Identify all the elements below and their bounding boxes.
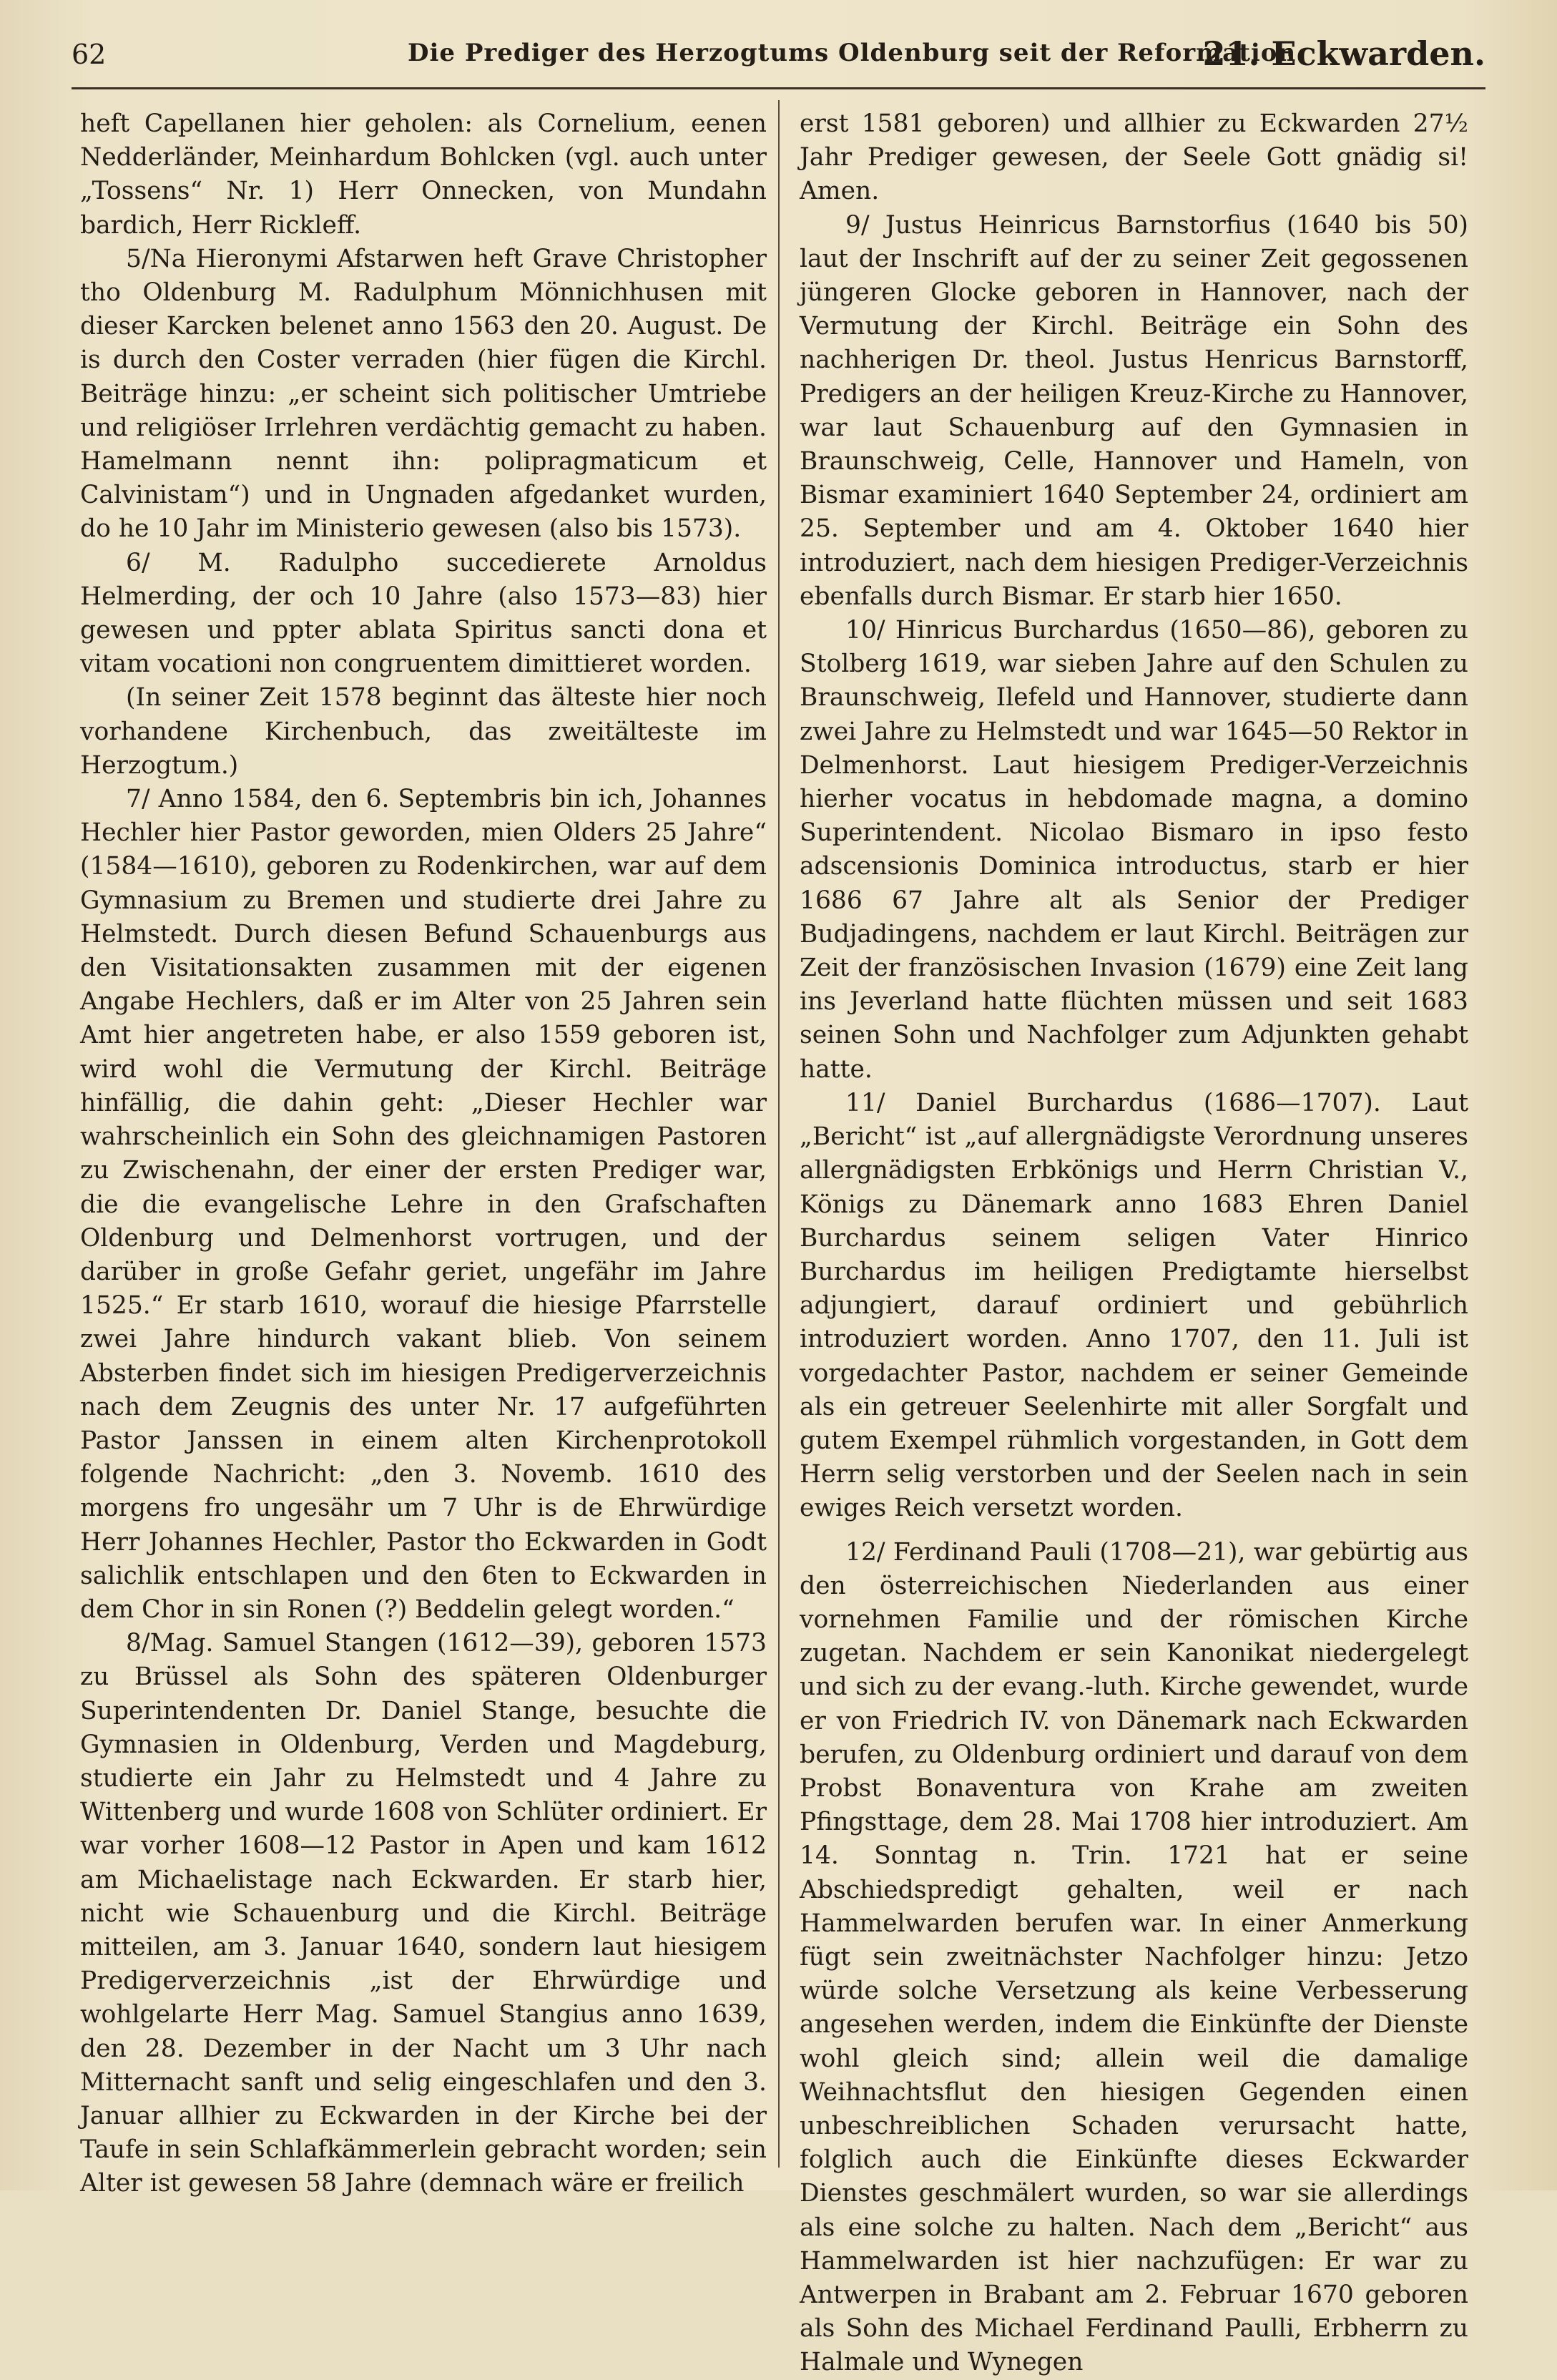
- paragraph: erst 1581 geboren) und allhier zu Eckwarden 27½ Jahr Prediger gewesen, der Seele Gott gnädig si! Amen.: [800, 109, 1468, 206]
- paragraph: 8/Mag. Samuel Stangen (1612—39), geboren 1573 zu Brüssel als Sohn des späteren Oldenburger Superintendenten Dr. Daniel Stange, besuchte die Gymnasien in Oldenburg, Verden und Magdeburg, studierte ein Jahr zu Helmstedt und 4 Jahre zu Wittenberg und wurde 1608 von Schlüter ordiniert. Er war vorher 1608—12 Pastor in Apen und kam 1612 am Michaelistage nach Eckwarden. Er starb hier, nicht wie Schauenburg und die Kirchl. Beiträge mitteilen, am 3. Januar 1640, sondern laut hiesigem Predigerverzeichnis „ist der Ehrwürdige und wohlgelarte Herr Mag. Samuel Stangius anno 1639, den 28. Dezember in der Nacht um 3 Uhr nach Mitternacht sanft und selig eingeschlafen und den 3. Januar allhier zu Eckwarden in der Kirche bei der Taufe in sein Schlafkämmerlein gebracht worden; sein Alter ist gewesen 58 Jahre (demnach wäre er freilich: [80, 1629, 767, 2198]
- paragraph: 11/ Daniel Burchardus (1686—1707). Laut „Bericht“ ist „auf allergnädigste Verordnung unseres allergnädigsten Erbkönigs und Herrn Christian V., Königs zu Dänemark anno 1683 Ehren Daniel Burchardus seinem seligen Vater Hinrico Burchardus im heiligen Predigtamte hierselbst adjungiert, darauf ordiniert und gebührlich introduziert worden. Anno 1707, den 11. Juli ist vorgedachter Pastor, nachdem er seiner Gemeinde als ein getreuer Seelenhirte mit aller Sorgfalt und gutem Exempel rühmlich vorgestanden, in Gott dem Herrn selig verstorben und der Seelen nach in sein ewiges Reich versetzt worden.: [800, 1088, 1468, 1523]
- section-title: 21. Eckwarden.: [1202, 34, 1485, 73]
- page-number: 62: [72, 39, 107, 70]
- paragraph: 12/ Ferdinand Pauli (1708—21), war gebürtig aus den österreichischen Niederlanden aus einer vornehmen Familie und der römischen Kirche zugetan. Nachdem er sein Kanonikat niedergelegt und sich zu der evang.-luth. Kirche gewendet, wurde er von Friedrich IV. von Dänemark nach Eckwarden berufen, zu Oldenburg ordiniert und darauf von dem Probst Bonaventura von Krahe am zweiten Pfingsttage, dem 28. Mai 1708 hier introduziert. Am 14. Sonntag n. Trin. 1721 hat er seine Abschiedspredigt gehalten, weil er nach Hammelwarden berufen war. In einer Anmerkung fügt sein zweitnächster Nachfolger hinzu: Jetzo würde solche Versetzung als keine Verbesserung angesehen werden, indem die Einkünfte der Dienste wohl gleich sind; allein weil die damalige Weihnachtsflut den hiesigen Gegenden einen unbeschreiblichen Schaden verursacht hatte, folglich auch die Einkünfte dieses Eckwarder Dienstes geschmälert wurden, so war sie allerdings als eine solche zu halten. Nach dem „Bericht“ aus Hammelwarden ist hier nachzufügen: Er war zu Antwerpen in Brabant am 2. Februar 1670 geboren als Sohn des Michael Ferdinand Paulli, Erbherrn zu Halmale und Wynegen: [800, 1537, 1468, 2377]
- page-header: [72, 34, 1485, 77]
- right-column: [800, 107, 1468, 2380]
- header-rule: [72, 87, 1485, 89]
- paragraph: heft Capellanen hier geholen: als Cornelium, eenen Nedderländer, Meinhardum Bohlcken (vgl. auch unter „Tossens“ Nr. 1) Herr Onnecken, von Mundahn bardich, Herr Rickleff.: [80, 109, 767, 240]
- paragraph: 9/ Justus Heinricus Barnstorfius (1640 bis 50) laut der Inschrift auf der zu seiner Zeit gegossenen jüngeren Glocke geboren in Hannover, nach der Vermutung der Kirchl. Beiträge ein Sohn des nachherigen Dr. theol. Justus Henricus Barnstorff, Predigers an der heiligen Kreuz-Kirche zu Hannover, war laut Schauenburg auf den Gymnasien in Braunschweig, Celle, Hannover und Hameln, von Bismar examiniert 1640 September 24, ordiniert am 25. September und am 4. Oktober 1640 hier introduziert, nach dem hiesigen Prediger-Verzeichnis ebenfalls durch Bismar. Er starb hier 1650.: [800, 210, 1468, 611]
- paragraph: 5/Na Hieronymi Afstarwen heft Grave Christopher tho Oldenburg M. Radulphum Mönnichhusen mit dieser Karcken belenet anno 1563 den 20. August. De is durch den Coster verraden (hier fügen die Kirchl. Beiträge hinzu: „er scheint sich politischer Umtriebe und religiöser Irrlehren verdächtig gemacht zu haben. Hamelmann nennt ihn: polipragmaticum et Calvinistam“) und in Ungnaden afgedanket wurden, do he 10 Jahr im Ministerio gewesen (also bis 1573).: [80, 244, 767, 544]
- paragraph: 6/ M. Radulpho succedierete Arnoldus Helmerding, der och 10 Jahre (also 1573—83) hier gewesen und ppter ablata Spiritus sancti dona et vitam vocationi non congruentem dimittieret worden.: [80, 548, 767, 679]
- left-column: [80, 107, 767, 2201]
- running-title: Die Prediger des Herzogtums Oldenburg seit der Reformation.: [408, 39, 1306, 67]
- paragraph: (In seiner Zeit 1578 beginnt das älteste hier noch vorhandene Kirchenbuch, das zweitälteste im Herzogtum.): [80, 683, 767, 780]
- paragraph: 10/ Hinricus Burchardus (1650—86), geboren zu Stolberg 1619, war sieben Jahre auf den Schulen zu Braunschweig, Ilefeld und Hannover, studierte dann zwei Jahre zu Helmstedt und war 1645—50 Rektor in Delmenhorst. Laut hiesigem Prediger-Verzeichnis hierher vocatus in hebdomade magna, a domino Superintendent. Nicolao Bismaro in ipso festo adscensionis Dominica introductus, starb er hier 1686 67 Jahre alt als Senior der Prediger Budjadingens, nachdem er laut Kirchl. Beiträgen zur Zeit der französischen Invasion (1679) eine Zeit lang ins Jeverland hatte flüchten müssen und seit 1683 seinen Sohn und Nachfolger zum Adjunkten gehabt hatte.: [800, 616, 1468, 1084]
- paragraph: 7/ Anno 1584, den 6. Septembris bin ich, Johannes Hechler hier Pastor geworden, mien Olders 25 Jahre“ (1584—1610), geboren zu Rodenkirchen, war auf dem Gymnasium zu Bremen und studierte drei Jahre zu Helmstedt. Durch diesen Befund Schauenburgs aus den Visitationsakten zusammen mit der eigenen Angabe Hechlers, daß er im Alter von 25 Jahren sein Amt hier angetreten habe, er also 1559 geboren ist, wird wohl die Vermutung der Kirchl. Beiträge hinfällig, die dahin geht: „Dieser Hechler war wahrscheinlich ein Sohn des gleichnamigen Pastoren zu Zwischenahn, der einer der ersten Prediger war, die die evangelische Lehre in den Grafschaften Oldenburg und Delmenhorst vortrugen, und der darüber in große Gefahr geriet, ungefähr im Jahre 1525.“ Er starb 1610, worauf die hiesige Pfarrstelle zwei Jahre hindurch vakant blieb. Von seinem Absterben findet sich im hiesigen Predigerverzeichnis nach dem Zeugnis des unter Nr. 17 aufgeführten Pastor Janssen in einem alten Kirchenprotokoll folgende Nachricht: „den 3. Novemb. 1610 des morgens fro ungesähr um 7 Uhr is de Ehrwürdige Herr Johannes Hechler, Pastor tho Eckwarden in Godt salichlik entschlapen und den 6ten to Eckwarden in dem Chor in sin Ronen (?) Beddelin gelegt worden.“: [80, 785, 767, 1624]
- column-divider: [778, 100, 780, 2168]
